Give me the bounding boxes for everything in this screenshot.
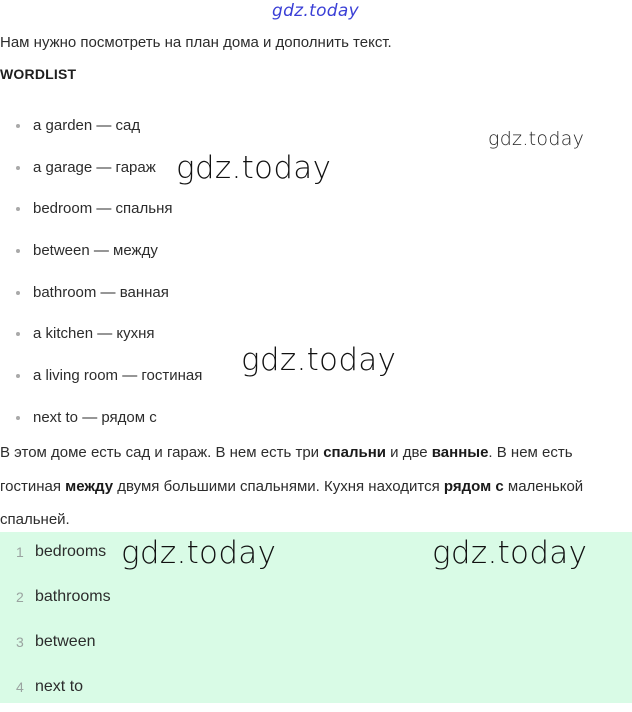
paragraph-bold-word: ванные: [431, 444, 489, 461]
wordlist-item: [0, 188, 202, 230]
answer-number: 3: [16, 634, 24, 650]
answer-number: 4: [16, 679, 24, 695]
bullet-icon: [16, 207, 20, 211]
answer-number: 2: [16, 589, 24, 605]
wordlist-item: [0, 313, 202, 355]
bullet-icon: [16, 291, 20, 295]
answer-item: [0, 577, 632, 622]
bullet-icon: [16, 249, 20, 253]
answer-text: next to: [35, 678, 84, 695]
paragraph-text: маленькой спальней.: [0, 477, 584, 528]
bullet-icon: [16, 166, 20, 170]
wordlist-item-text: a kitchen — кухня: [33, 325, 155, 343]
wordlist-item-text: a living room — гостиная: [33, 367, 203, 385]
answer-text: bathrooms: [35, 588, 111, 605]
wordlist-title: WORDLIST: [0, 66, 77, 82]
wordlist: [0, 105, 202, 439]
bullet-icon: [16, 332, 20, 336]
watermark: gdz.today: [241, 342, 397, 378]
wordlist-item: [0, 147, 202, 189]
paragraph-text: В этом доме есть сад и гараж. В нем есть три: [0, 444, 324, 461]
wordlist-item: [0, 230, 202, 272]
wordlist-item-text: between — между: [33, 242, 158, 260]
bullet-icon: [16, 416, 20, 420]
wordlist-item-text: next to — рядом с: [33, 408, 157, 426]
wordlist-item: [0, 355, 202, 397]
paragraph-bold-word: спальни: [323, 444, 386, 461]
watermark: gdz.today: [432, 535, 588, 571]
wordlist-item: [0, 105, 202, 147]
answer-item: [0, 667, 632, 712]
bullet-icon: [16, 374, 20, 378]
paragraph-bold-word: рядом с: [443, 477, 504, 495]
answer-text: between: [35, 633, 96, 650]
answer-item: [0, 622, 632, 667]
bullet-icon: [16, 124, 20, 128]
paragraph-text: . В нем есть гостиная: [0, 444, 573, 495]
answer-number: 1: [16, 544, 24, 560]
answer-paragraph: [0, 436, 632, 537]
wordlist-item-text: a garden — сад: [33, 117, 141, 134]
wordlist-item-text: a garage — гараж: [33, 158, 156, 176]
watermark: gdz.today: [488, 128, 585, 150]
watermark: gdz.today: [121, 535, 277, 571]
watermark-top: gdz.today: [272, 1, 359, 21]
wordlist-item: [0, 272, 202, 314]
paragraph-text: и две: [386, 444, 432, 461]
paragraph-text: двумя большими спальнями. Кухня находится: [113, 477, 444, 495]
answer-text: bedrooms: [35, 543, 107, 560]
wordlist-item-text: bathroom — ванная: [33, 283, 169, 301]
wordlist-item: [0, 397, 202, 439]
intro-text: Нам нужно посмотреть на план дома и дополнить текст.: [0, 34, 392, 51]
wordlist-item-text: bedroom — спальня: [33, 200, 173, 218]
paragraph-bold-word: между: [65, 477, 114, 495]
watermark: gdz.today: [176, 150, 332, 186]
